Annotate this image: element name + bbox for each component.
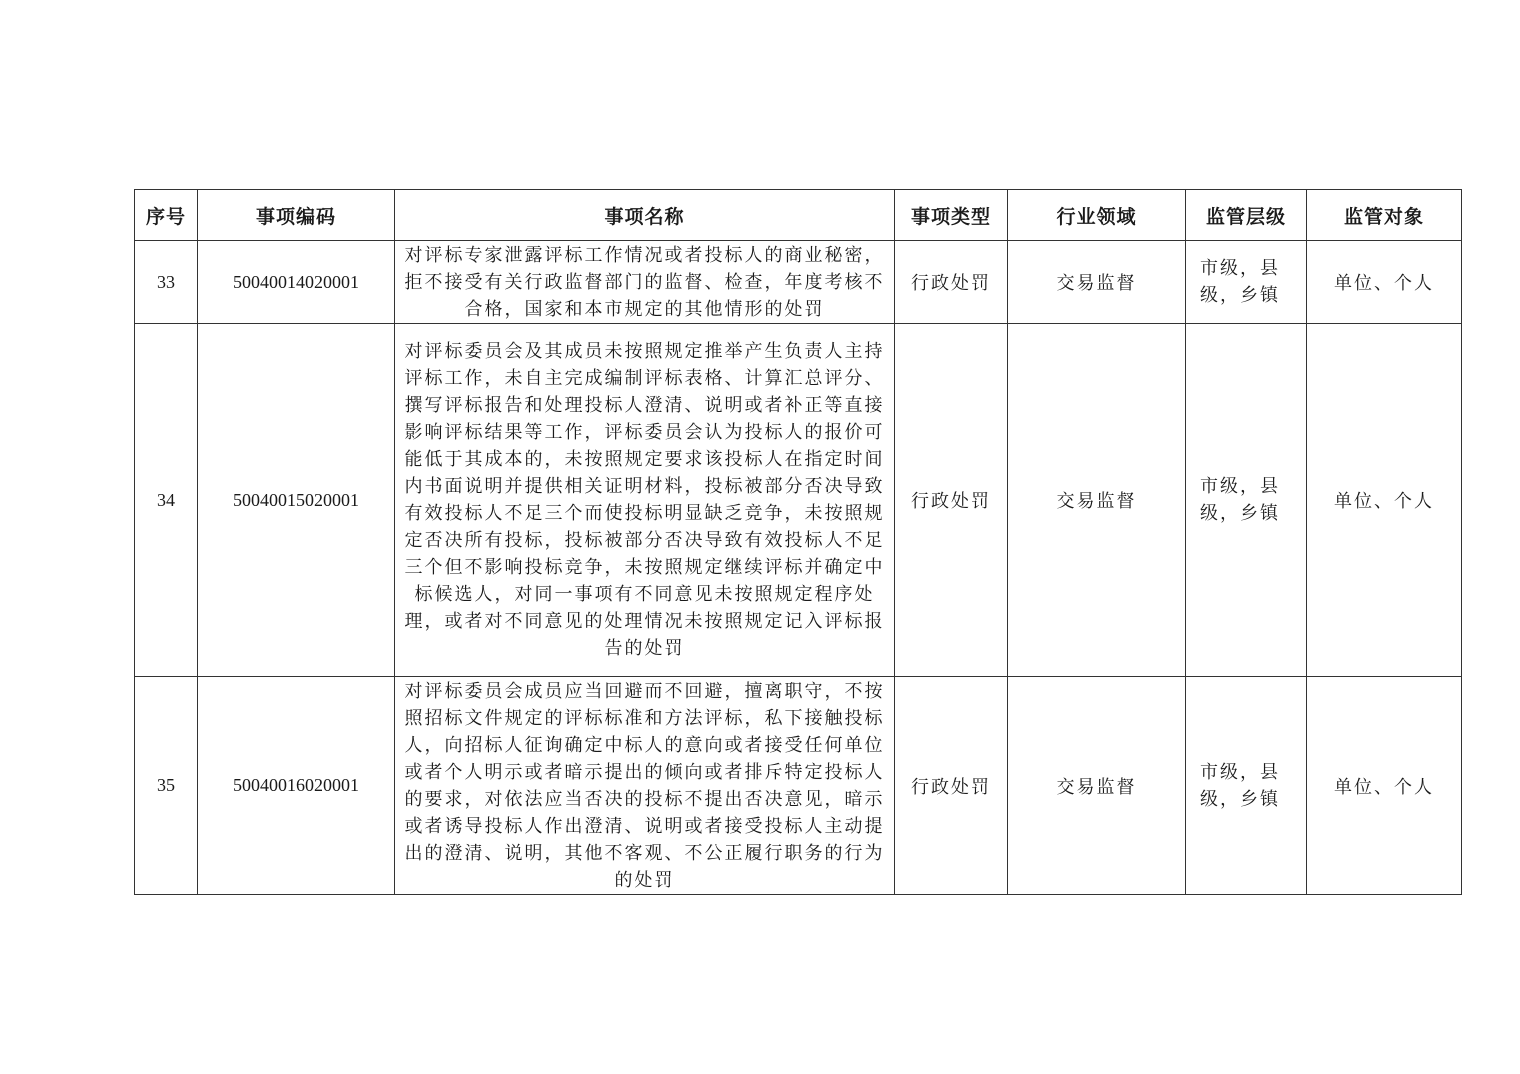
cell-target: 单位、个人 <box>1307 241 1462 324</box>
cell-level <box>1186 241 1307 324</box>
header-code: 事项编码 <box>198 190 395 241</box>
table-row <box>135 241 1462 324</box>
cell-level-text: 市级，县级，乡镇 <box>1200 761 1280 810</box>
cell-code: 50040016020001 <box>198 677 395 895</box>
header-type: 事项类型 <box>895 190 1008 241</box>
cell-field: 交易监督 <box>1008 241 1186 324</box>
cell-type: 行政处罚 <box>895 241 1008 324</box>
cell-code: 50040015020001 <box>198 324 395 677</box>
cell-level-text: 市级，县级，乡镇 <box>1200 476 1280 524</box>
cell-seq: 33 <box>135 241 198 324</box>
header-name: 事项名称 <box>395 190 895 241</box>
table-row <box>135 677 1462 895</box>
table-row <box>135 324 1462 677</box>
cell-type: 行政处罚 <box>895 677 1008 895</box>
cell-name: 对评标委员会及其成员未按照规定推举产生负责人主持评标工作，未自主完成编制评标表格、计算汇总评分、撰写评标报告和处理投标人澄清、说明或者补正等直接影响评标结果等工作，评标委员会认为投标人的报价可能低于其成本的，未按照规定要求该投标人在指定时间内书面说明并提供相关证明材料，投标被部分否决导致有效投标人不足三个而使投标明显缺乏竞争，未按照规定否决所有投标，投标被部分否决导致有效投标人不足三个但不影响投标竞争，未按照规定继续评标并确定中标候选人，对同一事项有不同意见未按照规定程序处理，或者对不同意见的处理情况未按照规定记入评标报告的处罚 <box>395 324 895 677</box>
header-level: 监管层级 <box>1186 190 1307 241</box>
header-seq: 序号 <box>135 190 198 241</box>
cell-name: 对评标专家泄露评标工作情况或者投标人的商业秘密，拒不接受有关行政监督部门的监督、检查，年度考核不合格，国家和本市规定的其他情形的处罚 <box>395 241 895 324</box>
regulatory-items-table <box>134 189 1462 895</box>
cell-seq: 35 <box>135 677 198 895</box>
cell-target: 单位、个人 <box>1307 677 1462 895</box>
cell-type: 行政处罚 <box>895 324 1008 677</box>
cell-field: 交易监督 <box>1008 677 1186 895</box>
cell-name: 对评标委员会成员应当回避而不回避，擅离职守，不按照招标文件规定的评标标准和方法评标，私下接触投标人，向招标人征询确定中标人的意向或者接受任何单位或者个人明示或者暗示提出的倾向或者排斥特定投标人的要求，对依法应当否决的投标不提出否决意见，暗示或者诱导投标人作出澄清、说明或者接受投标人主动提出的澄清、说明，其他不客观、不公正履行职务的行为的处罚 <box>395 677 895 895</box>
cell-field: 交易监督 <box>1008 324 1186 677</box>
cell-target: 单位、个人 <box>1307 324 1462 677</box>
cell-seq: 34 <box>135 324 198 677</box>
header-field: 行业领域 <box>1008 190 1186 241</box>
cell-code: 50040014020001 <box>198 241 395 324</box>
header-target: 监管对象 <box>1307 190 1462 241</box>
cell-level <box>1186 324 1307 677</box>
cell-level <box>1186 677 1307 895</box>
cell-level-text: 市级，县级，乡镇 <box>1200 258 1280 306</box>
table-header-row <box>135 190 1462 241</box>
